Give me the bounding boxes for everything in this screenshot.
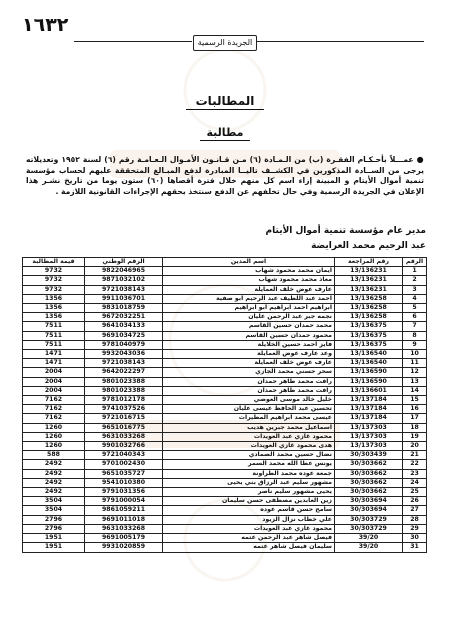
table-row bbox=[23, 524, 427, 533]
claim-value: 2492 bbox=[23, 460, 85, 469]
table-row bbox=[23, 313, 427, 322]
debtor-name: سامح حسن قاسم عوده bbox=[163, 506, 335, 515]
notice-title: مطالبة bbox=[190, 126, 260, 141]
reference-number: 13/137184 bbox=[335, 396, 403, 405]
row-index: 6 bbox=[403, 313, 427, 322]
reference-number: 13/136540 bbox=[335, 359, 403, 368]
row-index: 13 bbox=[403, 377, 427, 386]
debtor-name: فايز احمد حسين الخلايلة bbox=[163, 340, 335, 349]
claim-value: 1260 bbox=[23, 432, 85, 441]
header-index: الرقم bbox=[403, 258, 427, 267]
table-row bbox=[23, 423, 427, 432]
bullet-icon: ● bbox=[416, 155, 424, 164]
claims-table bbox=[22, 257, 427, 553]
row-index: 2 bbox=[403, 276, 427, 285]
reference-number: 13/136231 bbox=[335, 267, 403, 276]
row-index: 18 bbox=[403, 423, 427, 432]
reference-number: 13/136590 bbox=[335, 377, 403, 386]
reference-number: 30/303694 bbox=[335, 497, 403, 506]
table-row bbox=[23, 543, 427, 552]
national-id: 9801023388 bbox=[85, 386, 163, 395]
reference-number: 13/137303 bbox=[335, 432, 403, 441]
row-index: 9 bbox=[403, 340, 427, 349]
national-id: 9721016715 bbox=[85, 414, 163, 423]
row-index: 29 bbox=[403, 524, 427, 533]
debtor-name: احمد عبد اللطيف عبد الرحيم ابو صفية bbox=[163, 294, 335, 303]
section-title: المطالبات bbox=[180, 94, 270, 110]
row-index: 23 bbox=[403, 469, 427, 478]
row-index: 10 bbox=[403, 350, 427, 359]
claim-value: 7162 bbox=[23, 396, 85, 405]
row-index: 28 bbox=[403, 515, 427, 524]
claim-value: 1356 bbox=[23, 294, 85, 303]
header-reference: رقم المراجعة bbox=[335, 258, 403, 267]
header-rule-right bbox=[256, 41, 424, 42]
table-row bbox=[23, 414, 427, 423]
claim-value: 2492 bbox=[23, 469, 85, 478]
debtor-name: محمد حمدان حسين القاسم bbox=[163, 322, 335, 331]
national-id: 9631033268 bbox=[85, 432, 163, 441]
table-row bbox=[23, 386, 427, 395]
national-id: 9691011018 bbox=[85, 515, 163, 524]
national-id: 9651035727 bbox=[85, 469, 163, 478]
claim-value: 2796 bbox=[23, 524, 85, 533]
table-row bbox=[23, 350, 427, 359]
row-index: 24 bbox=[403, 478, 427, 487]
claim-value: 1260 bbox=[23, 442, 85, 451]
debtor-name: اسماعيل محمد جبرين هديب bbox=[163, 423, 335, 432]
row-index: 5 bbox=[403, 304, 427, 313]
debtor-name: تحسين عبد الحافظ عيسى عليان bbox=[163, 405, 335, 414]
table-row bbox=[23, 359, 427, 368]
reference-number: 13/137303 bbox=[335, 442, 403, 451]
table-row bbox=[23, 488, 427, 497]
claim-value: 7162 bbox=[23, 405, 85, 414]
debtor-name: نجمه جبر عبد الرحمن عليان bbox=[163, 313, 335, 322]
national-id: 9672032251 bbox=[85, 313, 163, 322]
national-id: 9791031356 bbox=[85, 488, 163, 497]
reference-number: 30/303662 bbox=[335, 460, 403, 469]
table-row bbox=[23, 515, 427, 524]
national-id: 9721040343 bbox=[85, 451, 163, 460]
notice-text: عمـــلاً بأحـكـام الفقـرة (ب) من الـمـادة (٦) مـن قـانـون الأمـوال الـعـامـة رقم (٦) لسنة ١٩٥٢ وتعديلاته يرجى من الســادة المذكورين في الكشــف تاليــا المبادرة لدفع المبـالغ المتحققة عليهم لحساب مؤسسة تنمية أموال الأيتام و المبينة إزاء اسم كل منهم خلال فترة أقصاها (٦٠) ستون يوما من تاريخ نشـر هذا الإعلان في الجريدة الرسمية وفي حال تخلفهم عن الدفع سنتخذ بحقهم الإجراءات القانونية اللازمة . bbox=[26, 155, 424, 196]
reference-number: 13/136590 bbox=[335, 368, 403, 377]
debtor-name: عارف عوض خلف العمايلة bbox=[163, 359, 335, 368]
reference-number: 13/136231 bbox=[335, 276, 403, 285]
claim-value: 2004 bbox=[23, 386, 85, 395]
claim-value: 1260 bbox=[23, 423, 85, 432]
claim-value: 2796 bbox=[23, 515, 85, 524]
debtor-name: فيصل شاهر عبد الرحمن عتمه bbox=[163, 534, 335, 543]
national-id: 9691034725 bbox=[85, 331, 163, 340]
debtor-name: زين العابدين مصطفى حسن سليمان bbox=[163, 497, 335, 506]
table-row bbox=[23, 396, 427, 405]
national-id: 9801023388 bbox=[85, 377, 163, 386]
national-id: 9642022297 bbox=[85, 368, 163, 377]
table-row bbox=[23, 285, 427, 294]
national-id: 9721038143 bbox=[85, 359, 163, 368]
reference-number: 13/136258 bbox=[335, 304, 403, 313]
claim-value: 3504 bbox=[23, 497, 85, 506]
national-id: 9932043036 bbox=[85, 350, 163, 359]
table-row bbox=[23, 267, 427, 276]
national-id: 9931020859 bbox=[85, 543, 163, 552]
table-row bbox=[23, 405, 427, 414]
debtor-name: مشهور سليم عبد الرزاق بني يحيى bbox=[163, 478, 335, 487]
debtor-name: ايمان محمد محمود شهاب bbox=[163, 267, 335, 276]
page-number: ١٦٣٢ bbox=[22, 14, 69, 36]
row-index: 30 bbox=[403, 534, 427, 543]
table-row bbox=[23, 340, 427, 349]
header-claim-value: قيمة المطالبة bbox=[23, 258, 85, 267]
national-id: 9641034133 bbox=[85, 322, 163, 331]
national-id: 9791000054 bbox=[85, 497, 163, 506]
row-index: 3 bbox=[403, 285, 427, 294]
header-debtor-name: اسم المدين bbox=[163, 258, 335, 267]
national-id: 9822046965 bbox=[85, 267, 163, 276]
claim-value: 588 bbox=[23, 451, 85, 460]
signature-name: عبد الرحيم محمد العرايضة bbox=[311, 241, 426, 251]
debtor-name: محمود غازي عبد العويدات bbox=[163, 432, 335, 441]
row-index: 27 bbox=[403, 506, 427, 515]
table-header-row bbox=[23, 258, 427, 267]
national-id: 9701002430 bbox=[85, 460, 163, 469]
row-index: 14 bbox=[403, 386, 427, 395]
table-row bbox=[23, 469, 427, 478]
claim-value: 7511 bbox=[23, 322, 85, 331]
national-id: 9651016775 bbox=[85, 423, 163, 432]
row-index: 7 bbox=[403, 322, 427, 331]
reference-number: 13/137184 bbox=[335, 414, 403, 423]
table-row bbox=[23, 331, 427, 340]
table-row bbox=[23, 451, 427, 460]
table-row bbox=[23, 294, 427, 303]
reference-number: 13/136375 bbox=[335, 331, 403, 340]
table-row bbox=[23, 377, 427, 386]
reference-number: 30/303729 bbox=[335, 524, 403, 533]
claim-value: 7162 bbox=[23, 414, 85, 423]
table-row bbox=[23, 432, 427, 441]
debtor-name: عارف عوض خلف العمايلة bbox=[163, 285, 335, 294]
debtor-name: رافت محمد طاهر حمدان bbox=[163, 386, 335, 395]
row-index: 8 bbox=[403, 331, 427, 340]
row-index: 17 bbox=[403, 414, 427, 423]
table-row bbox=[23, 460, 427, 469]
table-row bbox=[23, 322, 427, 331]
debtor-name: وعد عارف عوض العمايلة bbox=[163, 350, 335, 359]
table-row bbox=[23, 478, 427, 487]
national-id: 9781040979 bbox=[85, 340, 163, 349]
reference-number: 30/303662 bbox=[335, 469, 403, 478]
claim-value: 2492 bbox=[23, 478, 85, 487]
reference-number: 13/136258 bbox=[335, 313, 403, 322]
debtor-name: جمعة عوده محمد الطراونة bbox=[163, 469, 335, 478]
national-id: 9691005179 bbox=[85, 534, 163, 543]
claim-value: 9732 bbox=[23, 276, 85, 285]
row-index: 11 bbox=[403, 359, 427, 368]
national-id: 9781012178 bbox=[85, 396, 163, 405]
debtor-name: يونس عطا الله محمد السمر bbox=[163, 460, 335, 469]
row-index: 31 bbox=[403, 543, 427, 552]
header-national-id: الرقم الوطني bbox=[85, 258, 163, 267]
signature-title: مدير عام مؤسسة تنمية أموال الأيتام bbox=[265, 226, 426, 236]
national-id: 9861059211 bbox=[85, 506, 163, 515]
debtor-name: خليل خالد موسى العوضي bbox=[163, 396, 335, 405]
reference-number: 30/303694 bbox=[335, 506, 403, 515]
row-index: 1 bbox=[403, 267, 427, 276]
table-row bbox=[23, 276, 427, 285]
table-row bbox=[23, 442, 427, 451]
row-index: 19 bbox=[403, 432, 427, 441]
debtor-name: هدى محمود غازي العويدات bbox=[163, 442, 335, 451]
national-id: 9631033268 bbox=[85, 524, 163, 533]
claim-value: 1356 bbox=[23, 313, 85, 322]
debtor-name: ابراهيم احمد ابراهيم ابو ابراهيم bbox=[163, 304, 335, 313]
reference-number: 13/136540 bbox=[335, 350, 403, 359]
debtor-name: سحر حسني محمد الجازي bbox=[163, 368, 335, 377]
national-id: 9911036701 bbox=[85, 294, 163, 303]
claim-value: 1471 bbox=[23, 359, 85, 368]
reference-number: 13/137184 bbox=[335, 405, 403, 414]
national-id: 9901032766 bbox=[85, 442, 163, 451]
debtor-name: عيسى محمد ابراهيم المطيرات bbox=[163, 414, 335, 423]
claim-value: 9732 bbox=[23, 267, 85, 276]
row-index: 21 bbox=[403, 451, 427, 460]
row-index: 26 bbox=[403, 497, 427, 506]
table-row bbox=[23, 534, 427, 543]
reference-number: 13/136258 bbox=[335, 294, 403, 303]
row-index: 22 bbox=[403, 460, 427, 469]
national-id: 9741037526 bbox=[85, 405, 163, 414]
reference-number: 13/136231 bbox=[335, 285, 403, 294]
reference-number: 13/136601 bbox=[335, 386, 403, 395]
row-index: 16 bbox=[403, 405, 427, 414]
debtor-name: نضال حسين محمد الصمادي bbox=[163, 451, 335, 460]
row-index: 4 bbox=[403, 294, 427, 303]
table-row bbox=[23, 497, 427, 506]
row-index: 25 bbox=[403, 488, 427, 497]
table-body bbox=[23, 267, 427, 552]
notice-body bbox=[26, 155, 424, 197]
row-index: 20 bbox=[403, 442, 427, 451]
claim-value: 3504 bbox=[23, 506, 85, 515]
reference-number: 30/303729 bbox=[335, 515, 403, 524]
row-index: 12 bbox=[403, 368, 427, 377]
reference-number: 39/20 bbox=[335, 543, 403, 552]
header-rule-left bbox=[74, 41, 192, 42]
reference-number: 13/136375 bbox=[335, 340, 403, 349]
claim-value: 2004 bbox=[23, 368, 85, 377]
reference-number: 13/137303 bbox=[335, 423, 403, 432]
debtor-name: علي خطاب نزال الزيود bbox=[163, 515, 335, 524]
national-id: 9541010380 bbox=[85, 478, 163, 487]
debtor-name: رافت محمد طاهر حمدان bbox=[163, 377, 335, 386]
signature-block bbox=[266, 224, 426, 254]
claim-value: 2004 bbox=[23, 377, 85, 386]
debtor-name: سليمان فيصل شاهر عتمه bbox=[163, 543, 335, 552]
debtor-name: محمود حمدان حسين القاسم bbox=[163, 331, 335, 340]
claim-value: 1951 bbox=[23, 543, 85, 552]
claim-value: 1356 bbox=[23, 304, 85, 313]
debtor-name: يحيى مشهور سليم ناصر bbox=[163, 488, 335, 497]
national-id: 9831018759 bbox=[85, 304, 163, 313]
debtor-name: محمود غازي عبد العويدات bbox=[163, 524, 335, 533]
claim-value: 7511 bbox=[23, 331, 85, 340]
table-row bbox=[23, 368, 427, 377]
national-id: 9721038143 bbox=[85, 285, 163, 294]
reference-number: 30/303662 bbox=[335, 488, 403, 497]
claim-value: 9732 bbox=[23, 285, 85, 294]
table-row bbox=[23, 506, 427, 515]
row-index: 15 bbox=[403, 396, 427, 405]
table-row bbox=[23, 304, 427, 313]
debtor-name: معاذ محمد محمود شهاب bbox=[163, 276, 335, 285]
national-id: 9871032102 bbox=[85, 276, 163, 285]
gazette-label: الجريدة الرسمية bbox=[193, 35, 257, 51]
claim-value: 2492 bbox=[23, 488, 85, 497]
reference-number: 13/136375 bbox=[335, 322, 403, 331]
reference-number: 39/20 bbox=[335, 534, 403, 543]
claim-value: 1471 bbox=[23, 350, 85, 359]
reference-number: 30/303662 bbox=[335, 478, 403, 487]
claim-value: 7511 bbox=[23, 340, 85, 349]
reference-number: 30/303439 bbox=[335, 451, 403, 460]
claim-value: 1951 bbox=[23, 534, 85, 543]
